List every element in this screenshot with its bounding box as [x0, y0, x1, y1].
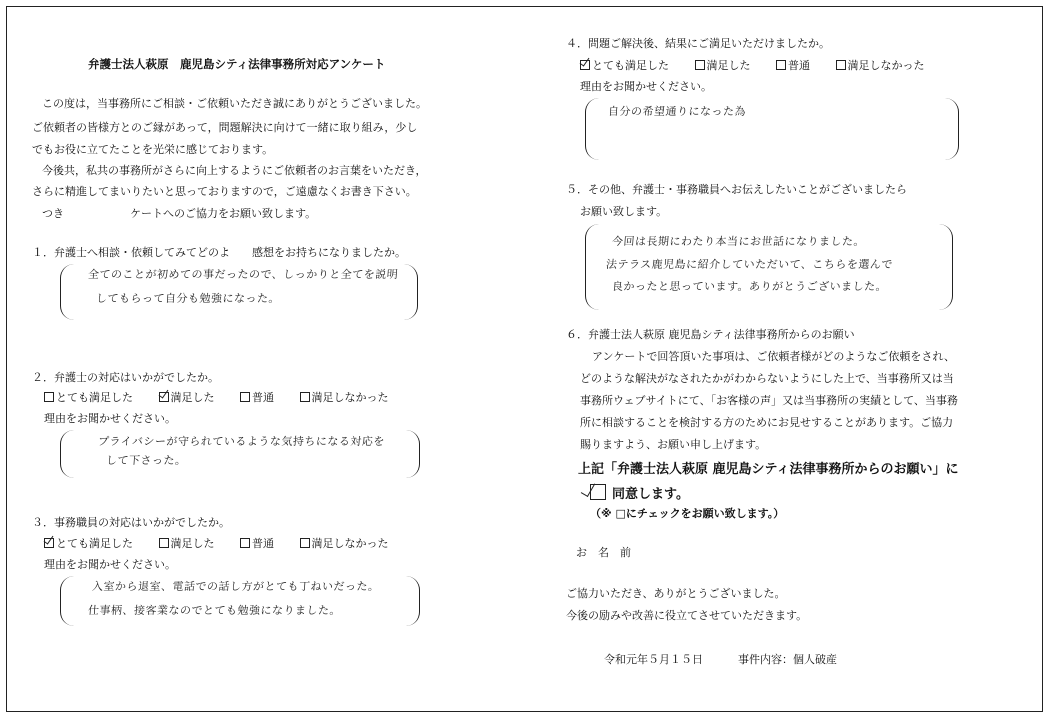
- q2-answer-line: プライバシーが守られているような気持ちになる対応を: [97, 435, 386, 448]
- q5-question: ５．その他、弁護士・事務職員へお伝えしたいことがございましたら: [566, 183, 907, 196]
- q6-heading: ６．弁護士法人萩原 鹿児島シティ法律事務所からのお願い: [566, 328, 855, 341]
- intro-line: さらに精進してまいりたいと思っておりますので，ご遠慮なくお書き下さい。: [32, 185, 417, 198]
- q3-option[interactable]: 満足した: [159, 537, 215, 550]
- checkbox[interactable]: [776, 60, 786, 70]
- agree-checkbox-checked[interactable]: [590, 484, 606, 500]
- q3-answer-line: 仕事柄、接客業なのでとても勉強になりました。: [87, 604, 342, 617]
- q3-question: ３．事務職員の対応はいかがでしたか。: [32, 516, 230, 529]
- q3-option[interactable]: 満足しなかった: [300, 537, 389, 550]
- q1-answer-line: 全てのことが初めての事だったので、しっかりと全てを説明: [87, 268, 399, 281]
- q2-option[interactable]: 普通: [240, 391, 274, 404]
- q2-answer-line: して下さった。: [105, 454, 187, 467]
- checkbox[interactable]: [300, 392, 310, 402]
- q6-body-line: 賜りますよう、お願い申し上げます。: [580, 438, 767, 451]
- checkbox[interactable]: [240, 392, 250, 402]
- thanks-line: ご協力いただき、ありがとうございました。: [566, 587, 786, 600]
- checkbox[interactable]: [300, 538, 310, 548]
- q2-question: ２．弁護士の対応はいかがでしたか。: [32, 371, 219, 384]
- intro-line: つき ケートへのご協力をお願い致します。: [42, 207, 317, 220]
- q2-reason-prompt: 理由をお聞かせください。: [44, 412, 176, 425]
- q4-options: [580, 59, 947, 73]
- q4-option[interactable]: 普通: [776, 59, 810, 72]
- checkbox[interactable]: [159, 538, 169, 548]
- intro-line: ご依頼者の皆様方とのご縁があって，問題解決に向けて一緒に取り組み，少し: [32, 121, 418, 134]
- q3-reason-prompt: 理由をお聞かせください。: [44, 558, 176, 571]
- q6-body-line: どのような解決がなされたかがわからないようにした上で、当事務所又は当: [580, 372, 954, 385]
- checkbox[interactable]: [836, 60, 846, 70]
- checkbox[interactable]: [44, 392, 54, 402]
- intro-line: この度は，当事務所にご相談・ご依頼いただき誠にありがとうございました。: [42, 97, 427, 110]
- thanks-line: 今後の励みや改善に役立てさせていただきます。: [566, 609, 808, 622]
- q5-answer-line: 法テラス鹿児島に紹介していただいて、こちらを選んで: [605, 258, 894, 271]
- checkbox-checked[interactable]: [159, 392, 169, 402]
- q5-answer-line: 良かったと思っています。ありがとうございました。: [611, 280, 888, 293]
- checkbox-checked[interactable]: [44, 538, 54, 548]
- q4-answer-line: 自分の希望通りになった為: [607, 105, 747, 118]
- agree-note: （※ □にチェックをお願い致します。）: [590, 507, 785, 520]
- q6-body-line: 事務所ウェブサイトにて、「お客様の声」又は当事務所の実績として、当事務: [580, 394, 958, 407]
- q2-option[interactable]: 満足した: [159, 391, 215, 404]
- footer-date: 令和元年５月１５日: [604, 653, 703, 666]
- agree-statement: 上記「弁護士法人萩原 鹿児島シティ法律事務所からのお願い」に: [578, 462, 959, 477]
- q1-question: １．弁護士へ相談・依頼してみてどのよ 感想をお持ちになりましたか。: [32, 246, 406, 259]
- q4-option[interactable]: 満足した: [695, 59, 751, 72]
- q1-answer-line: してもらって自分も勉強になった。: [95, 292, 281, 305]
- q4-reason-prompt: 理由をお聞かせください。: [580, 80, 712, 93]
- intro-line: 今後共，私共の事務所がさらに向上するようにご依頼者のお言葉をいただき，: [42, 164, 427, 177]
- agree-label: 同意します。: [612, 487, 689, 502]
- q3-option[interactable]: 普通: [240, 537, 274, 550]
- checkbox[interactable]: [695, 60, 705, 70]
- name-label: お 名 前: [576, 546, 631, 559]
- q4-option[interactable]: とても満足した: [580, 59, 669, 72]
- checkbox-checked[interactable]: [580, 60, 590, 70]
- q3-answer-line: 入室から退室、電話での話し方がとても丁ねいだった。: [91, 580, 380, 593]
- q3-option[interactable]: とても満足した: [44, 537, 133, 550]
- survey-title: 弁護士法人萩原 鹿児島シティ法律事務所対応アンケート: [88, 57, 386, 71]
- q4-option[interactable]: 満足しなかった: [836, 59, 925, 72]
- q2-option[interactable]: とても満足した: [44, 391, 133, 404]
- q5-question-cont: お願い致します。: [580, 205, 668, 218]
- q6-body-line: 所に相談することを検討する方のためにお見せすることがあります。ご協力: [580, 416, 954, 429]
- agree-row[interactable]: [590, 484, 689, 502]
- q2-option[interactable]: 満足しなかった: [300, 391, 389, 404]
- q4-question: ４．問題ご解決後、結果にご満足いただけましたか。: [566, 37, 830, 50]
- q5-answer-line: 今回は長期にわたり本当にお世話になりました。: [611, 235, 866, 248]
- checkbox[interactable]: [240, 538, 250, 548]
- q3-options: [44, 537, 411, 551]
- q2-options: [44, 391, 411, 405]
- intro-line: でもお役に立てたことを光栄に感じております。: [32, 143, 274, 156]
- q6-body-line: アンケートで回答頂いた事項は、ご依頼者様がどのようなご依頼をされ、: [592, 350, 955, 363]
- footer-case: 事件内容：個人破産: [738, 653, 837, 666]
